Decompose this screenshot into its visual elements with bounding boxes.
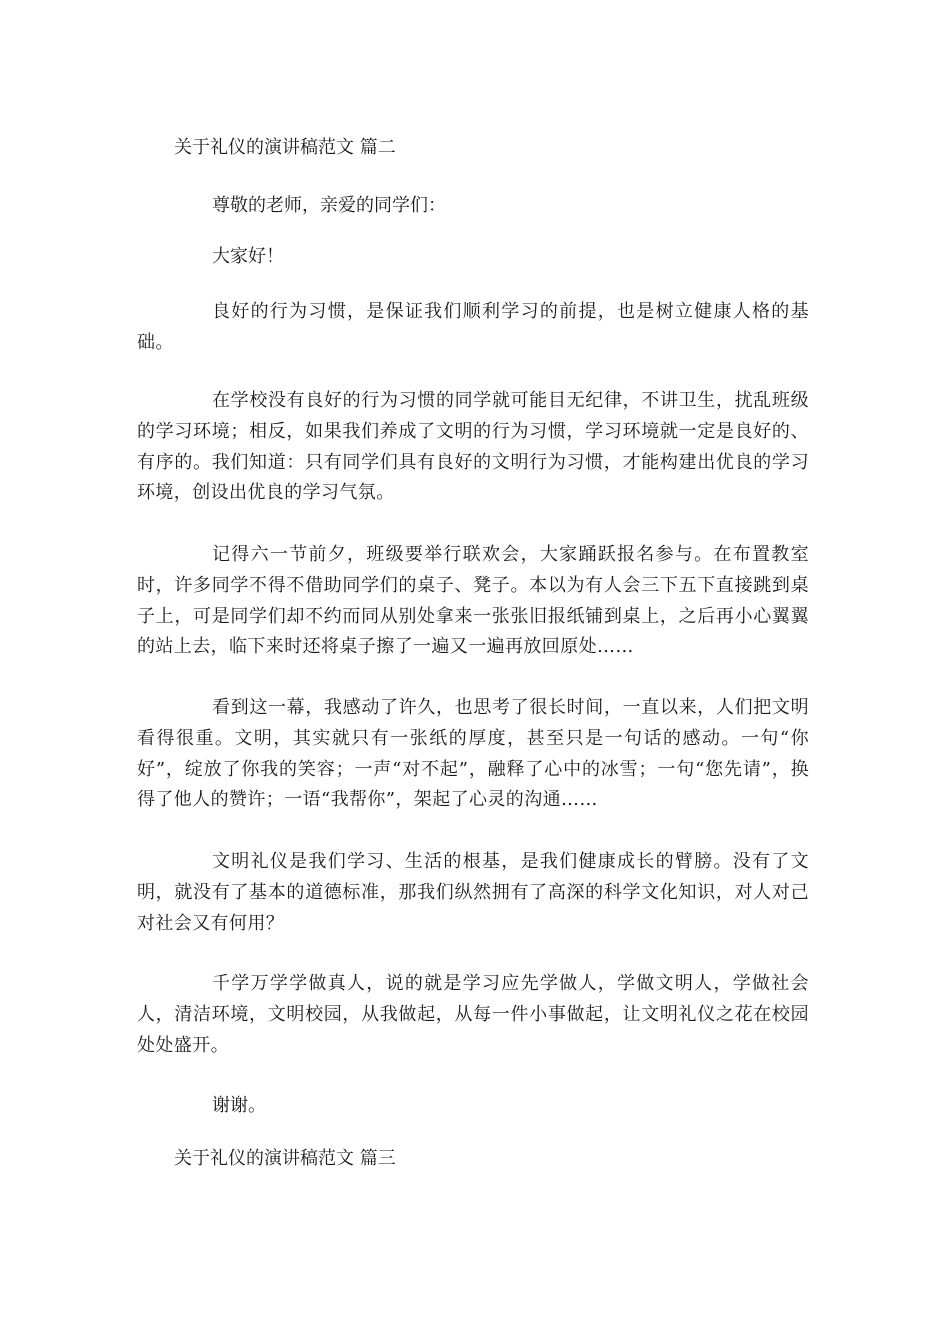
hello: 大家好！ xyxy=(212,246,284,267)
section-2-title: 关于礼仪的演讲稿范文 篇二 xyxy=(174,137,396,158)
paragraph-5: 文明礼仪是我们学习、生活的根基，是我们健康成长的臂膀。没有了文明，就没有了基本的道德标准，那我们纵然拥有了高深的科学文化知识，对人对己对社会又有何用？ xyxy=(137,851,809,934)
paragraph-4: 看到这一幕，我感动了许久，也思考了很长时间，一直以来，人们把文明看得很重。文明，其实就只有一张纸的厚度，甚至只是一句话的感动。一句“你好”，绽放了你我的笑容；一声“对不起”，融释了心中的冰雪；一句“您先请”，换得了他人的赞许；一语“我帮你”，架起了心灵的沟通…… xyxy=(137,697,809,811)
paragraph-6: 千学万学学做真人，说的就是学习应先学做人，学做文明人，学做社会人，清洁环境，文明校园，从我做起，从每一件小事做起，让文明礼仪之花在校园处处盛开。 xyxy=(137,973,809,1056)
greeting: 尊敬的老师，亲爱的同学们： xyxy=(212,195,446,216)
paragraph-3: 记得六一节前夕，班级要举行联欢会，大家踊跃报名参与。在布置教室时，许多同学不得不借助同学们的桌子、凳子。本以为有人会三下五下直接跳到桌子上，可是同学们却不约而同从别处拿来一张张旧报纸铺到桌上，之后再小心翼翼的站上去，临下来时还将桌子擦了一遍又一遍再放回原处…… xyxy=(137,544,809,658)
paragraph-2: 在学校没有良好的行为习惯的同学就可能目无纪律，不讲卫生，扰乱班级的学习环境；相反，如果我们养成了文明的行为习惯，学习环境就一定是良好的、有序的。我们知道：只有同学们具有良好的文明行为习惯，才能构建出优良的学习环境，创设出优良的学习气氛。 xyxy=(137,390,809,504)
thanks: 谢谢。 xyxy=(212,1095,266,1116)
paragraph-1: 良好的行为习惯，是保证我们顺利学习的前提，也是树立健康人格的基础。 xyxy=(137,301,809,353)
section-3-title: 关于礼仪的演讲稿范文 篇三 xyxy=(174,1148,396,1169)
